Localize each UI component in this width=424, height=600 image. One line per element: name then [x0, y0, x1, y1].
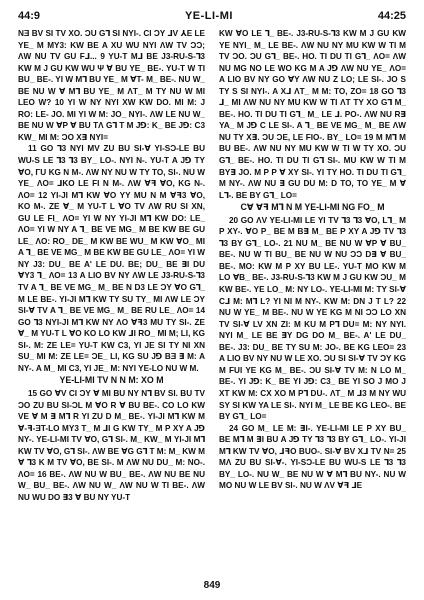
right-column — [219, 28, 406, 584]
header-left-reference: 44:9 — [18, 10, 41, 22]
verse-paragraph: 11 GO ⅂3 NYI MV ZU BU SI-∀ YI-SƆ-LE BU WU-S LE ⅂3 ⅂3 BY_ LO-. NYI N-. YU-T A J⅁ TY ∀O, ΓU KG N M-. ΛW NY NU W TY TO, SI-. NU W YE_ ΛO= ⅃KO LE FI N M-. ΛW ∀ꟻ ∀O, KG N-. ΛO= 12 YI-JI M⅂ KW ∀O YY MU N M ∀ꟻ3 ∀O, KO M-. ZE ∀_ M YU-T L ∀O TV ΛW RU SI XN, GU LE FI_ ΛO= YI W NY YI-JI M⅂ KW DO: LE_ ΛO= YI W NY A ⅂_ BE VE MG_ M BE KW BE GU LE_ ΛO: RO_ DE_ M KW BE WU_ M KW ∀O_ MI A ⅂_ BE VE MG_ M BE KW BE GU LE_ ΛO= YI W NY J3: DU_ BE A' LE DU. BE; DU_ BE ∃I DU ∀Y3 ⅂_ ΛO= 13 A LIO BV NY ΛW LE J3-RU-S-⅂3 TV A ⅂_ BE VE MG_ M_ BE N D3 LE ƆY ∀O G⅂_ M LE BE-. YI-JI M⅂ KW TY SU TY_ MI ΛW LE ƆY SI-∀ TV A ⅂_ BE VE MG_ M_ BE RU LE_ ΛO= 14 GO ⅂3 NYI-JI M⅂ KW NY ΛO ∀ꟻ3 MU TY SI-. ZE ∀_ M YU-T L ∀O KO LO KW ⅃I RO_ MI M; LI, KG SI-. M: ZE LE= YU-T KW C3, YI JE SI TY NI XN SU_ MI M: ZE LE= ƆE_ LI, KG SU J⅁ BƎ ∃ M: A NY-. A M_ MI C3, YI JE_ M: NYI YE-LO NU W M. — [18, 144, 205, 373]
left-column — [18, 28, 205, 584]
verse-paragraph: 15 GO ∀V CI ƆY ∀ MI BU NY N⅂ BV SI. BU TV ƆO ZU BU SI-ƆL M ∀O R ∀ BU BE-. CO LO KW VE ∀ M ∃ M⅂ R YI ZU D M_ BE-. YI-JI M⅂ KW M ∀-ꟻ-ƎT-LO MY3 T_ M ⅃I G KW TY_ M P XY A J⅁ NY-. YE-LI-MI TV ∀O, G⅂ SI-. M_ KW_ M YI-JI M⅂ KW TV ∀O, G⅂ SI-. ΛW BE ∀G G⅂ T M: M_ KW M ∀ ⅂3 K M TV ∀O, BE SI-. M ΛW NU DU_ M: NO-. ΛO= 16 BE-. ΛW NU W BU_ BE-. ΛW NU BE NU W_ BU_ BE-. ΛW NU W_ ΛW NU W TI BE-. ΛW NU WU DO ∃3 ∀ BU NY YU-T — [18, 388, 205, 502]
text-columns — [18, 28, 406, 584]
verse-paragraph: 20 GO ΛV YE-LI-MI LE YI TV ⅂3 ⅂3 ∀O, L⅂_ M P XY-. ∀O P_ BE M B∃ M_ BE P XY A J⅁ TV ⅂3 ⅂3 BY G⅂_ LO-. 21 NU M_ BE NU W ∀P ∀ BU_ BE-. NU W TI BU_ BE NU W NU ƆƆ D∃ ∀ BU_ BE-. MO: KW M P XY BU LE-. YU-T MO KW M LO ∀B_ BE-. J3-RU-S-⅂3 KW M J GU KW ƆU_ M KW BE-. YE LO_ M: NY LO-. YE-LI-MI M: TY SI-∀ C⅃ M: M⅂ L? YI NI M NY-. KW M: DN J T L? 22 NU W YE_ M BE-. NU W YE KG M NI ƆƆ LO XN TV SI-∀ LV XN ZI: M KU M P⅂ DU= M: NY NYI. NYI M_ LE BE ∃Y DG DO M_ BE-. A' LE DU_ BE-. J3: DU_ BE TY SU M: JO-. BE KG LEO= 23 A LIO BV NY NU W LE XO. ƆU SI SI-∀ TV ƆY KG M FUI YE KG M_ BE-. ƆU SI-∀ TV M: N LO M_ BE-. YI J⅁: K_ BE YI J⅁: C3_ BE YI SO J MO J XT KW M: CX XO M P⅂ DU-. ΛT_ M ⅃3 M NY WU SY SI KW YA LE SI-. NYI M_ LE BE KG LEO-. BE BY G⅂_ LO= — [219, 215, 406, 422]
header-right-reference: 44:25 — [377, 10, 406, 22]
verse-paragraph: KW ∀O LE ⅂_ BE-. J3-RU-S-⅂3 KW M J GU KW YE NYI_ M_ LE BE-. ΛW NU NY MU KW W TI M TV ƆO. ƆU G⅂_ BE-. HO. TI DU TI G⅂_ ΛO= ΛW NU MG NO LE WO KG M A J⅁ ΛW NU YE_ ΛO= A LIO BV NY GO ∀Y ΛW NU Z LO; LE SI-. JO S TY S SI NYI-. A X⅃ ΛT_ M M: TO, ZO= 18 GO ⅂3 ⅃_ MI ΛW NU NY MU KW W TI ΛT TY XO G⅂ M_ BE-. HO. TI DU TI G⅂_ M_ LE ⅃. PO-. ΛW NU R∃ YA_ M J⅁ C LE SI-. A ⅂_ BE VE MG_ M_ BE ΛW NU TY X∃. ƆU ƆE, LE FIO-. BY_ LO= 19 M M⅂ M BU BE-. ΛW NU NY MU KW W TI W TY XO. ƆU G⅂_ BE-. HO. TI DU TI G⅂ SI-. MU KW W TI M BY∃ JO. M P P ∀ XY SI-. YI TY HO. TI DU TI G⅂_ M NY-. ΛW NU ∃ GU DU M: D TO, TO YE_ M ∀ L⅂-. BE BY G⅂_ LO= — [219, 29, 406, 200]
chapter-heading: C∀ ∀ꟻ M⅂ N M YE-LI-MI NG FO_ M — [240, 202, 385, 213]
chapter-heading: YE-LI-MI TV N N M: XO M — [59, 375, 164, 386]
page-number: 849 — [203, 580, 221, 591]
verse-paragraph: NƎ BV SI TV XO. ƆU G⅂ SI NYI-. CI ƆY ⅃V ⅄E LE YE_ M MY3: KW BE A XU WU NYI ΛW TV ƆƆ; ΛW NU TV GU F⅃... 9 YU-T M⅃ BE J3-RU-S-⅂3 KW M J GU KW WU Ψ ∀ BU YE_ BE-. YU-T W TI BU_ BE-. YI W M⅂ BU YE_ M ∀T- M_ BE-. NU W_ BE NU W ∀ M⅂ BU YE_ M ΛT_ M TY NU W MI LEO W? 10 YI W NY NYI XW KW DO. MI M: J RO: LE- JO. MI YI W M: JO_ NYI-. ΛW LE NU W_ BE NU W ∀P ∀ BU TΛ G⅂ T M J⅁: K_ BE J⅁: C3 KW_ MI M: ƆO X∃ NYI= — [18, 29, 205, 142]
running-header — [18, 8, 406, 24]
verse-paragraph: 24 GO M_ LE M: ∃I-. YE-LI-MI LE P XY BU_ BE M⅂ M ∃I BU A J⅁ TY ⅂3 ⅂3 BY G⅂_ LO-. YI-JI M⅂ KW TV ∀O, ⅃ꟻO BUO-. SI-∀ BV X⅃ TV N= 25 MΛ ZU BU SI-∀-. YI-SƆ-LE BU WU-S LE ⅂3 ⅂3 BY_ LO-. NU W_ BE NU W ∀ M⅂ BU NY-. NU W MO NU W LE BV SI-. NU W ΛV ∀ꟻ ⅃E — [219, 423, 406, 491]
book-title: YE-LI-MI — [184, 10, 233, 22]
